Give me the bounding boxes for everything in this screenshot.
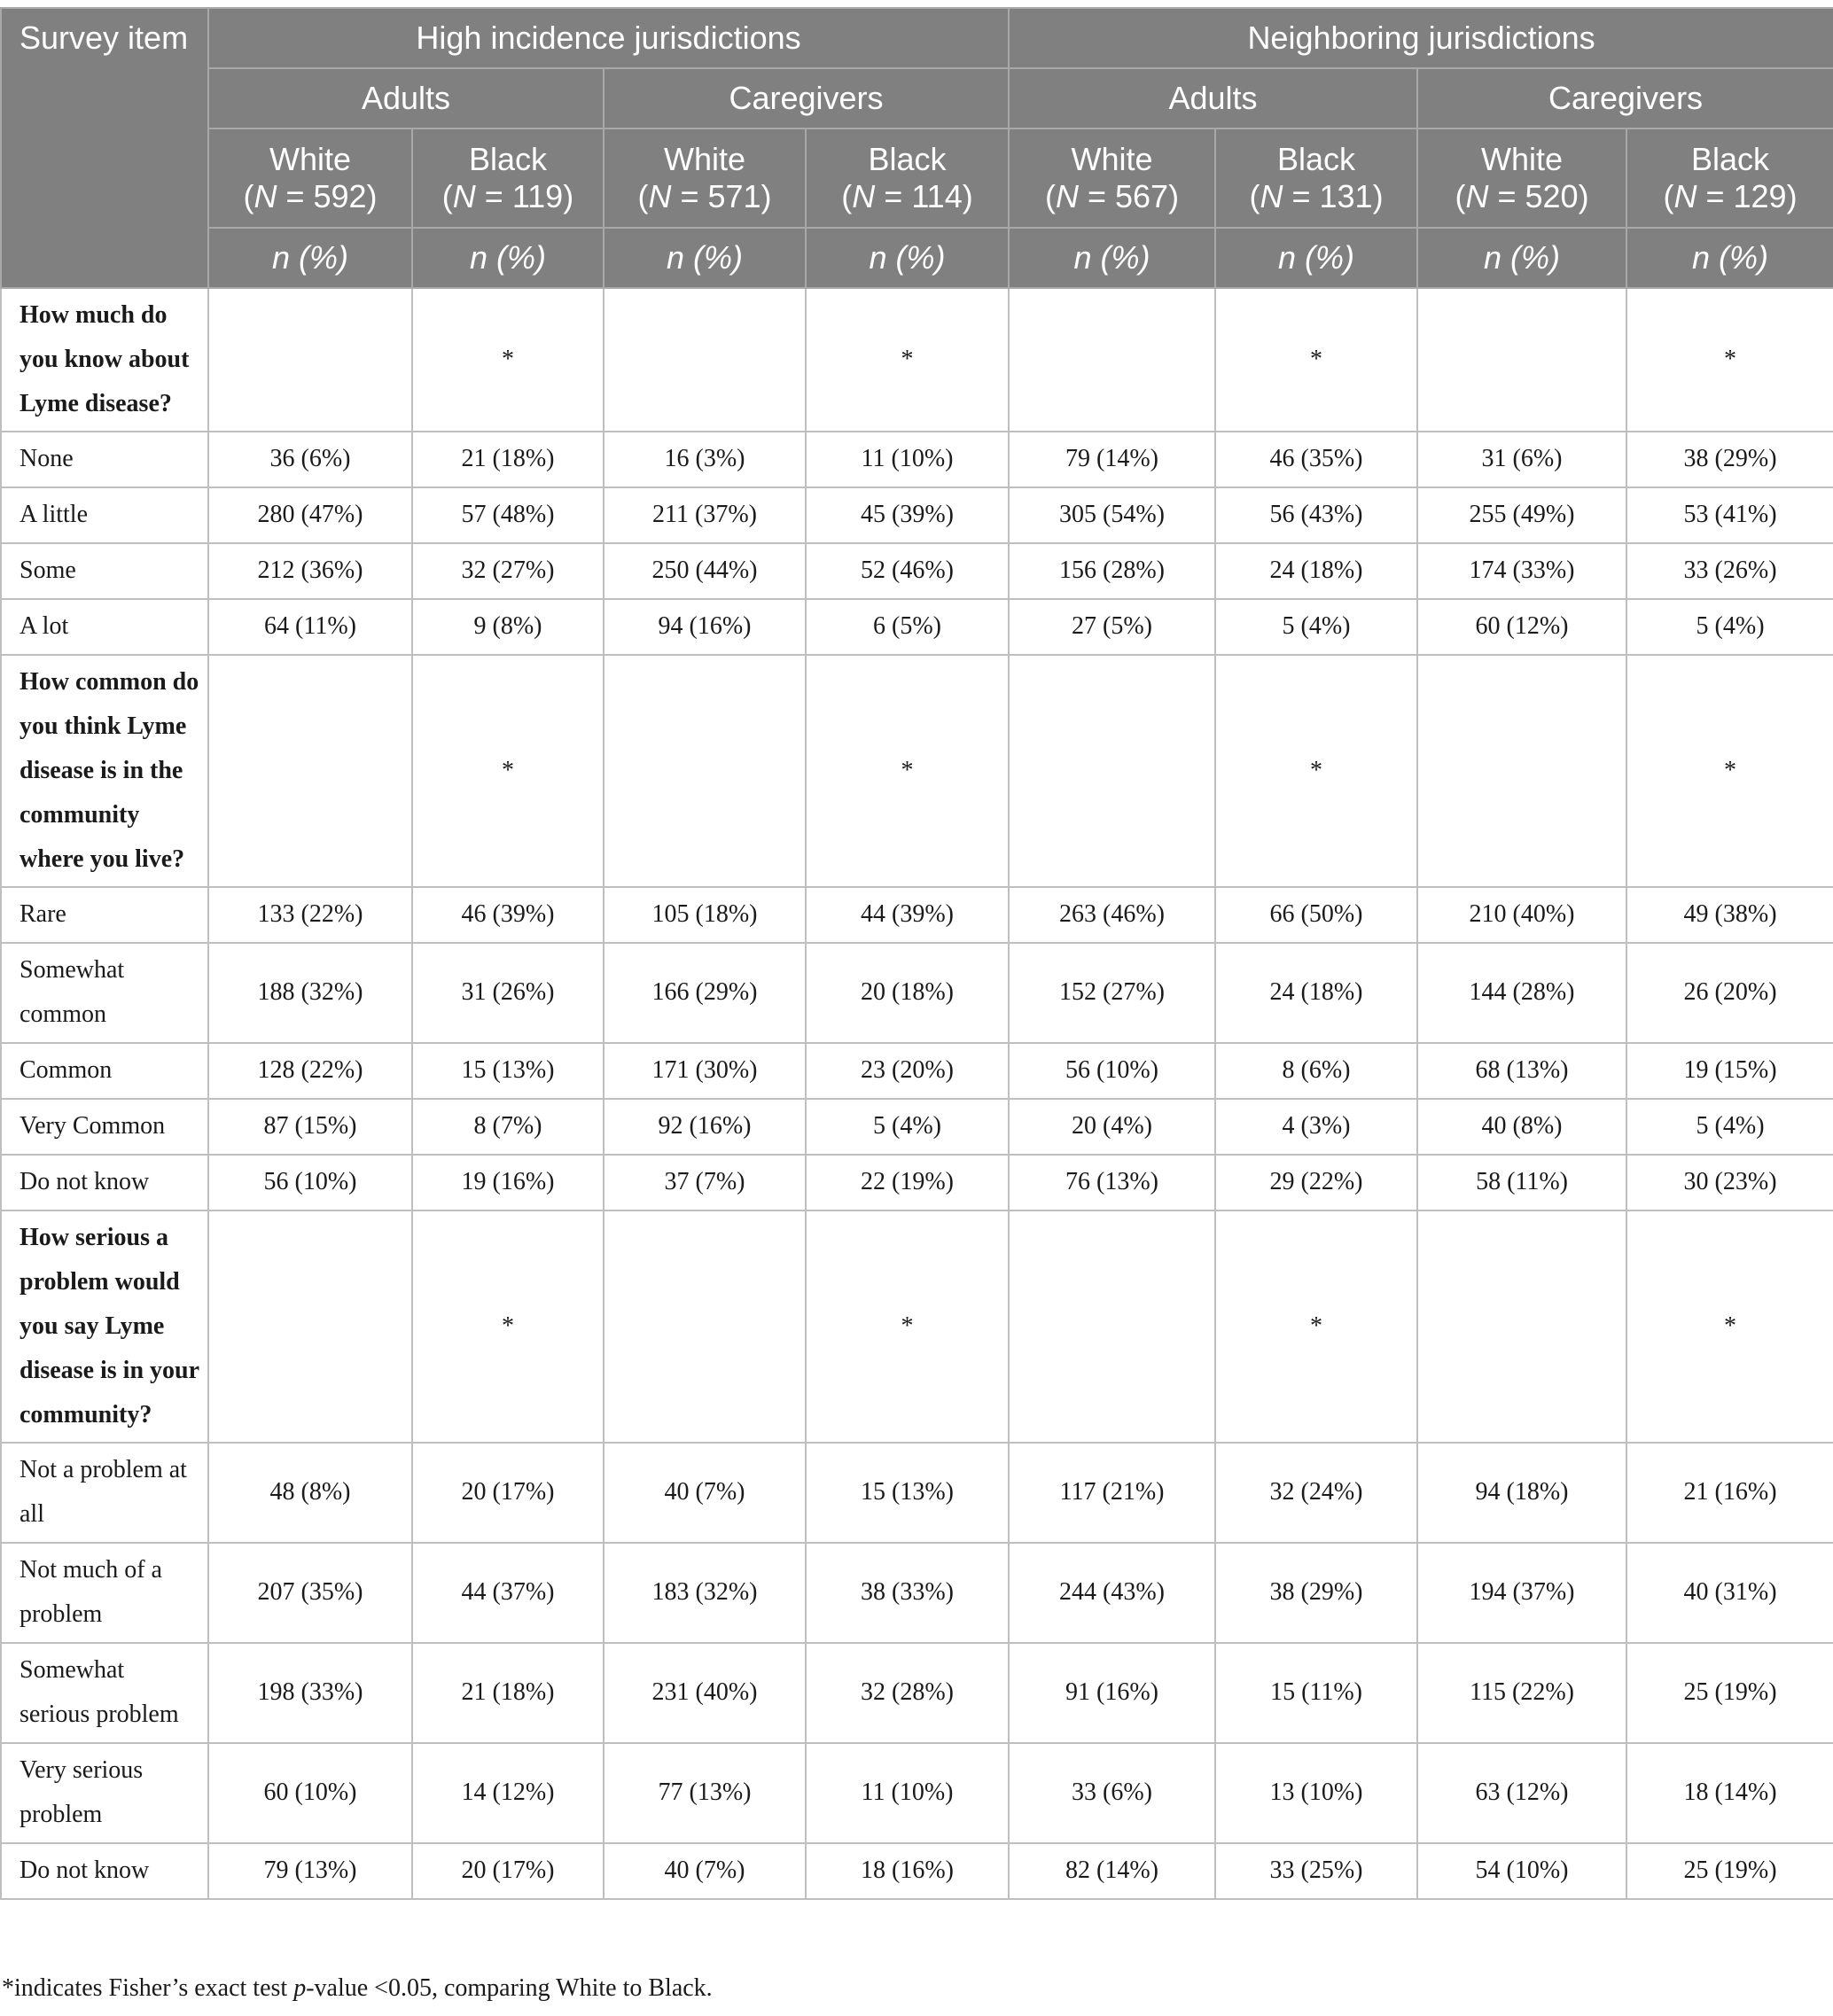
high-caregivers-header: Caregivers xyxy=(604,68,1009,128)
response-label: Do not know xyxy=(1,1843,208,1899)
response-label: A lot xyxy=(1,599,208,655)
significance-cell: * xyxy=(806,288,1009,432)
response-label: None xyxy=(1,432,208,487)
value-cell: 210 (40%) xyxy=(1417,887,1626,943)
value-cell: 19 (15%) xyxy=(1626,1043,1833,1099)
value-cell: 194 (37%) xyxy=(1417,1543,1626,1643)
value-cell: 263 (46%) xyxy=(1009,887,1215,943)
neighboring-header: Neighboring jurisdictions xyxy=(1009,8,1833,68)
survey-results-table xyxy=(0,7,1833,1900)
value-cell: 183 (32%) xyxy=(604,1543,806,1643)
n-pct-header: n (%) xyxy=(208,228,412,288)
race-label: Black xyxy=(468,141,548,177)
value-cell: 9 (8%) xyxy=(412,599,604,655)
response-label: Somewhat serious problem xyxy=(1,1643,208,1743)
significance-cell: * xyxy=(1626,288,1833,432)
value-cell: 305 (54%) xyxy=(1009,487,1215,543)
value-cell: 105 (18%) xyxy=(604,887,806,943)
table-row xyxy=(1,543,1833,599)
value-cell: 40 (8%) xyxy=(1417,1099,1626,1155)
significance-cell xyxy=(604,288,806,432)
significance-cell xyxy=(604,655,806,887)
value-cell: 211 (37%) xyxy=(604,487,806,543)
value-cell: 13 (10%) xyxy=(1215,1743,1417,1843)
value-cell: 87 (15%) xyxy=(208,1099,412,1155)
value-cell: 133 (22%) xyxy=(208,887,412,943)
n-symbol: N xyxy=(452,178,476,214)
question-row xyxy=(1,1210,1833,1443)
value-cell: 38 (33%) xyxy=(806,1543,1009,1643)
value-cell: 29 (22%) xyxy=(1215,1155,1417,1210)
value-cell: 33 (6%) xyxy=(1009,1743,1215,1843)
significance-cell xyxy=(1009,1210,1215,1443)
value-cell: 38 (29%) xyxy=(1215,1543,1417,1643)
value-cell: 38 (29%) xyxy=(1626,432,1833,487)
response-label: Do not know xyxy=(1,1155,208,1210)
n-symbol: N xyxy=(1465,178,1489,214)
value-cell: 212 (36%) xyxy=(208,543,412,599)
n-pct-header: n (%) xyxy=(1417,228,1626,288)
value-cell: 60 (12%) xyxy=(1417,599,1626,655)
value-cell: 52 (46%) xyxy=(806,543,1009,599)
response-label: Not much of a problem xyxy=(1,1543,208,1643)
value-cell: 4 (3%) xyxy=(1215,1099,1417,1155)
value-cell: 144 (28%) xyxy=(1417,943,1626,1043)
response-label: Rare xyxy=(1,887,208,943)
value-cell: 15 (13%) xyxy=(806,1443,1009,1543)
value-cell: 22 (19%) xyxy=(806,1155,1009,1210)
race-label: White xyxy=(663,141,746,177)
value-cell: 16 (3%) xyxy=(604,432,806,487)
value-cell: 14 (12%) xyxy=(412,1743,604,1843)
significance-cell xyxy=(208,1210,412,1443)
significance-cell: * xyxy=(412,655,604,887)
table-row xyxy=(1,1443,1833,1543)
n-value: 571 xyxy=(707,178,761,214)
value-cell: 5 (4%) xyxy=(806,1099,1009,1155)
n-value: 129 xyxy=(1733,178,1787,214)
n-value: 592 xyxy=(313,178,367,214)
value-cell: 171 (30%) xyxy=(604,1043,806,1099)
n-pct-header: n (%) xyxy=(412,228,604,288)
value-cell: 156 (28%) xyxy=(1009,543,1215,599)
value-cell: 255 (49%) xyxy=(1417,487,1626,543)
value-cell: 152 (27%) xyxy=(1009,943,1215,1043)
question-row xyxy=(1,288,1833,432)
response-label: Some xyxy=(1,543,208,599)
value-cell: 32 (28%) xyxy=(806,1643,1009,1743)
value-cell: 244 (43%) xyxy=(1009,1543,1215,1643)
value-cell: 68 (13%) xyxy=(1417,1043,1626,1099)
value-cell: 117 (21%) xyxy=(1009,1443,1215,1543)
n-value: 131 xyxy=(1319,178,1373,214)
response-label: Not a problem at all xyxy=(1,1443,208,1543)
n-symbol: N xyxy=(1055,178,1079,214)
value-cell: 188 (32%) xyxy=(208,943,412,1043)
value-cell: 15 (11%) xyxy=(1215,1643,1417,1743)
high-adults-header: Adults xyxy=(208,68,604,128)
table-row xyxy=(1,1155,1833,1210)
value-cell: 56 (10%) xyxy=(208,1155,412,1210)
value-cell: 20 (17%) xyxy=(412,1443,604,1543)
value-cell: 49 (38%) xyxy=(1626,887,1833,943)
footnote-text-post: -value <0.05, comparing White to Black. xyxy=(306,1974,713,2002)
race-label: White xyxy=(1071,141,1153,177)
value-cell: 11 (10%) xyxy=(806,1743,1009,1843)
value-cell: 32 (27%) xyxy=(412,543,604,599)
value-cell: 44 (37%) xyxy=(412,1543,604,1643)
value-cell: 11 (10%) xyxy=(806,432,1009,487)
neighbor-caregivers-header: Caregivers xyxy=(1417,68,1833,128)
race-n-header: White (N = 571) xyxy=(604,128,806,228)
n-value: 119 xyxy=(511,178,564,214)
race-n-header: Black (N = 114) xyxy=(806,128,1009,228)
value-cell: 128 (22%) xyxy=(208,1043,412,1099)
value-cell: 231 (40%) xyxy=(604,1643,806,1743)
value-cell: 36 (6%) xyxy=(208,432,412,487)
question-label: How serious a problem would you say Lyme disease is in your community? xyxy=(1,1210,208,1443)
value-cell: 53 (41%) xyxy=(1626,487,1833,543)
value-cell: 5 (4%) xyxy=(1626,1099,1833,1155)
response-label: Common xyxy=(1,1043,208,1099)
n-pct-header: n (%) xyxy=(1215,228,1417,288)
race-label: Black xyxy=(1277,141,1356,177)
significance-cell xyxy=(1417,1210,1626,1443)
value-cell: 58 (11%) xyxy=(1417,1155,1626,1210)
response-label: Very serious problem xyxy=(1,1743,208,1843)
race-label: White xyxy=(269,141,352,177)
value-cell: 18 (14%) xyxy=(1626,1743,1833,1843)
value-cell: 5 (4%) xyxy=(1215,599,1417,655)
n-value: 567 xyxy=(1115,178,1169,214)
n-pct-header: n (%) xyxy=(1626,228,1833,288)
value-cell: 33 (26%) xyxy=(1626,543,1833,599)
value-cell: 66 (50%) xyxy=(1215,887,1417,943)
race-label: Black xyxy=(1691,141,1770,177)
value-cell: 26 (20%) xyxy=(1626,943,1833,1043)
survey-item-header: Survey item xyxy=(1,8,208,288)
value-cell: 91 (16%) xyxy=(1009,1643,1215,1743)
table-row xyxy=(1,432,1833,487)
value-cell: 63 (12%) xyxy=(1417,1743,1626,1843)
value-cell: 31 (26%) xyxy=(412,943,604,1043)
race-n-header: Black (N = 131) xyxy=(1215,128,1417,228)
value-cell: 174 (33%) xyxy=(1417,543,1626,599)
value-cell: 54 (10%) xyxy=(1417,1843,1626,1899)
value-cell: 32 (24%) xyxy=(1215,1443,1417,1543)
value-cell: 5 (4%) xyxy=(1626,599,1833,655)
n-value: 520 xyxy=(1525,178,1579,214)
table-row xyxy=(1,1099,1833,1155)
n-value: 114 xyxy=(911,178,963,214)
value-cell: 21 (18%) xyxy=(412,432,604,487)
table-row xyxy=(1,1543,1833,1643)
significance-cell xyxy=(208,288,412,432)
response-label: A little xyxy=(1,487,208,543)
n-pct-header: n (%) xyxy=(604,228,806,288)
race-label: White xyxy=(1481,141,1564,177)
neighbor-adults-header: Adults xyxy=(1009,68,1417,128)
response-label: Somewhat common xyxy=(1,943,208,1043)
significance-cell xyxy=(208,655,412,887)
value-cell: 45 (39%) xyxy=(806,487,1009,543)
value-cell: 115 (22%) xyxy=(1417,1643,1626,1743)
value-cell: 77 (13%) xyxy=(604,1743,806,1843)
footnote-text-pre: *indicates Fisher’s exact test xyxy=(2,1974,294,2002)
value-cell: 250 (44%) xyxy=(604,543,806,599)
value-cell: 19 (16%) xyxy=(412,1155,604,1210)
n-symbol: N xyxy=(648,178,672,214)
question-row xyxy=(1,655,1833,887)
results-table-container xyxy=(0,7,1833,1900)
n-pct-header: n (%) xyxy=(1009,228,1215,288)
value-cell: 31 (6%) xyxy=(1417,432,1626,487)
response-label: Very Common xyxy=(1,1099,208,1155)
value-cell: 280 (47%) xyxy=(208,487,412,543)
value-cell: 15 (13%) xyxy=(412,1043,604,1099)
high-incidence-header: High incidence jurisdictions xyxy=(208,8,1009,68)
value-cell: 23 (20%) xyxy=(806,1043,1009,1099)
value-cell: 6 (5%) xyxy=(806,599,1009,655)
significance-cell: * xyxy=(1626,655,1833,887)
value-cell: 40 (31%) xyxy=(1626,1543,1833,1643)
n-symbol: N xyxy=(254,178,277,214)
significance-cell: * xyxy=(412,288,604,432)
value-cell: 76 (13%) xyxy=(1009,1155,1215,1210)
race-n-header: White (N = 520) xyxy=(1417,128,1626,228)
value-cell: 79 (13%) xyxy=(208,1843,412,1899)
n-symbol: N xyxy=(852,178,876,214)
table-row xyxy=(1,1843,1833,1899)
value-cell: 207 (35%) xyxy=(208,1543,412,1643)
value-cell: 56 (10%) xyxy=(1009,1043,1215,1099)
value-cell: 56 (43%) xyxy=(1215,487,1417,543)
value-cell: 25 (19%) xyxy=(1626,1643,1833,1743)
question-label: How common do you think Lyme disease is in the community where you live? xyxy=(1,655,208,887)
race-n-header: Black (N = 119) xyxy=(412,128,604,228)
value-cell: 20 (18%) xyxy=(806,943,1009,1043)
value-cell: 92 (16%) xyxy=(604,1099,806,1155)
value-cell: 46 (35%) xyxy=(1215,432,1417,487)
significance-cell: * xyxy=(1215,1210,1417,1443)
n-symbol: N xyxy=(1673,178,1697,214)
value-cell: 27 (5%) xyxy=(1009,599,1215,655)
value-cell: 46 (39%) xyxy=(412,887,604,943)
significance-cell xyxy=(1009,655,1215,887)
table-row xyxy=(1,487,1833,543)
value-cell: 44 (39%) xyxy=(806,887,1009,943)
value-cell: 198 (33%) xyxy=(208,1643,412,1743)
value-cell: 25 (19%) xyxy=(1626,1843,1833,1899)
table-row xyxy=(1,599,1833,655)
value-cell: 33 (25%) xyxy=(1215,1843,1417,1899)
race-n-header: White (N = 567) xyxy=(1009,128,1215,228)
significance-cell: * xyxy=(806,1210,1009,1443)
n-symbol: N xyxy=(1260,178,1283,214)
significance-cell: * xyxy=(412,1210,604,1443)
table-row xyxy=(1,1043,1833,1099)
value-cell: 18 (16%) xyxy=(806,1843,1009,1899)
significance-cell: * xyxy=(1626,1210,1833,1443)
significance-cell: * xyxy=(1215,655,1417,887)
significance-cell xyxy=(1417,655,1626,887)
significance-cell: * xyxy=(806,655,1009,887)
significance-cell xyxy=(604,1210,806,1443)
question-label: How much do you know about Lyme disease? xyxy=(1,288,208,432)
footnote-p-symbol: p xyxy=(293,1974,307,2002)
table-row xyxy=(1,1643,1833,1743)
value-cell: 24 (18%) xyxy=(1215,943,1417,1043)
value-cell: 8 (7%) xyxy=(412,1099,604,1155)
race-n-header: White (N = 592) xyxy=(208,128,412,228)
significance-cell: * xyxy=(1215,288,1417,432)
value-cell: 40 (7%) xyxy=(604,1843,806,1899)
table-footnote xyxy=(2,1974,713,2003)
significance-cell xyxy=(1417,288,1626,432)
value-cell: 20 (17%) xyxy=(412,1843,604,1899)
value-cell: 24 (18%) xyxy=(1215,543,1417,599)
significance-cell xyxy=(1009,288,1215,432)
value-cell: 21 (18%) xyxy=(412,1643,604,1743)
value-cell: 21 (16%) xyxy=(1626,1443,1833,1543)
value-cell: 40 (7%) xyxy=(604,1443,806,1543)
value-cell: 60 (10%) xyxy=(208,1743,412,1843)
value-cell: 30 (23%) xyxy=(1626,1155,1833,1210)
value-cell: 79 (14%) xyxy=(1009,432,1215,487)
table-row xyxy=(1,1743,1833,1843)
value-cell: 94 (18%) xyxy=(1417,1443,1626,1543)
value-cell: 64 (11%) xyxy=(208,599,412,655)
race-label: Black xyxy=(868,141,947,177)
value-cell: 20 (4%) xyxy=(1009,1099,1215,1155)
value-cell: 37 (7%) xyxy=(604,1155,806,1210)
race-n-header: Black (N = 129) xyxy=(1626,128,1833,228)
value-cell: 57 (48%) xyxy=(412,487,604,543)
value-cell: 8 (6%) xyxy=(1215,1043,1417,1099)
value-cell: 94 (16%) xyxy=(604,599,806,655)
value-cell: 82 (14%) xyxy=(1009,1843,1215,1899)
n-pct-header: n (%) xyxy=(806,228,1009,288)
table-row xyxy=(1,943,1833,1043)
value-cell: 166 (29%) xyxy=(604,943,806,1043)
table-row xyxy=(1,887,1833,943)
value-cell: 48 (8%) xyxy=(208,1443,412,1543)
